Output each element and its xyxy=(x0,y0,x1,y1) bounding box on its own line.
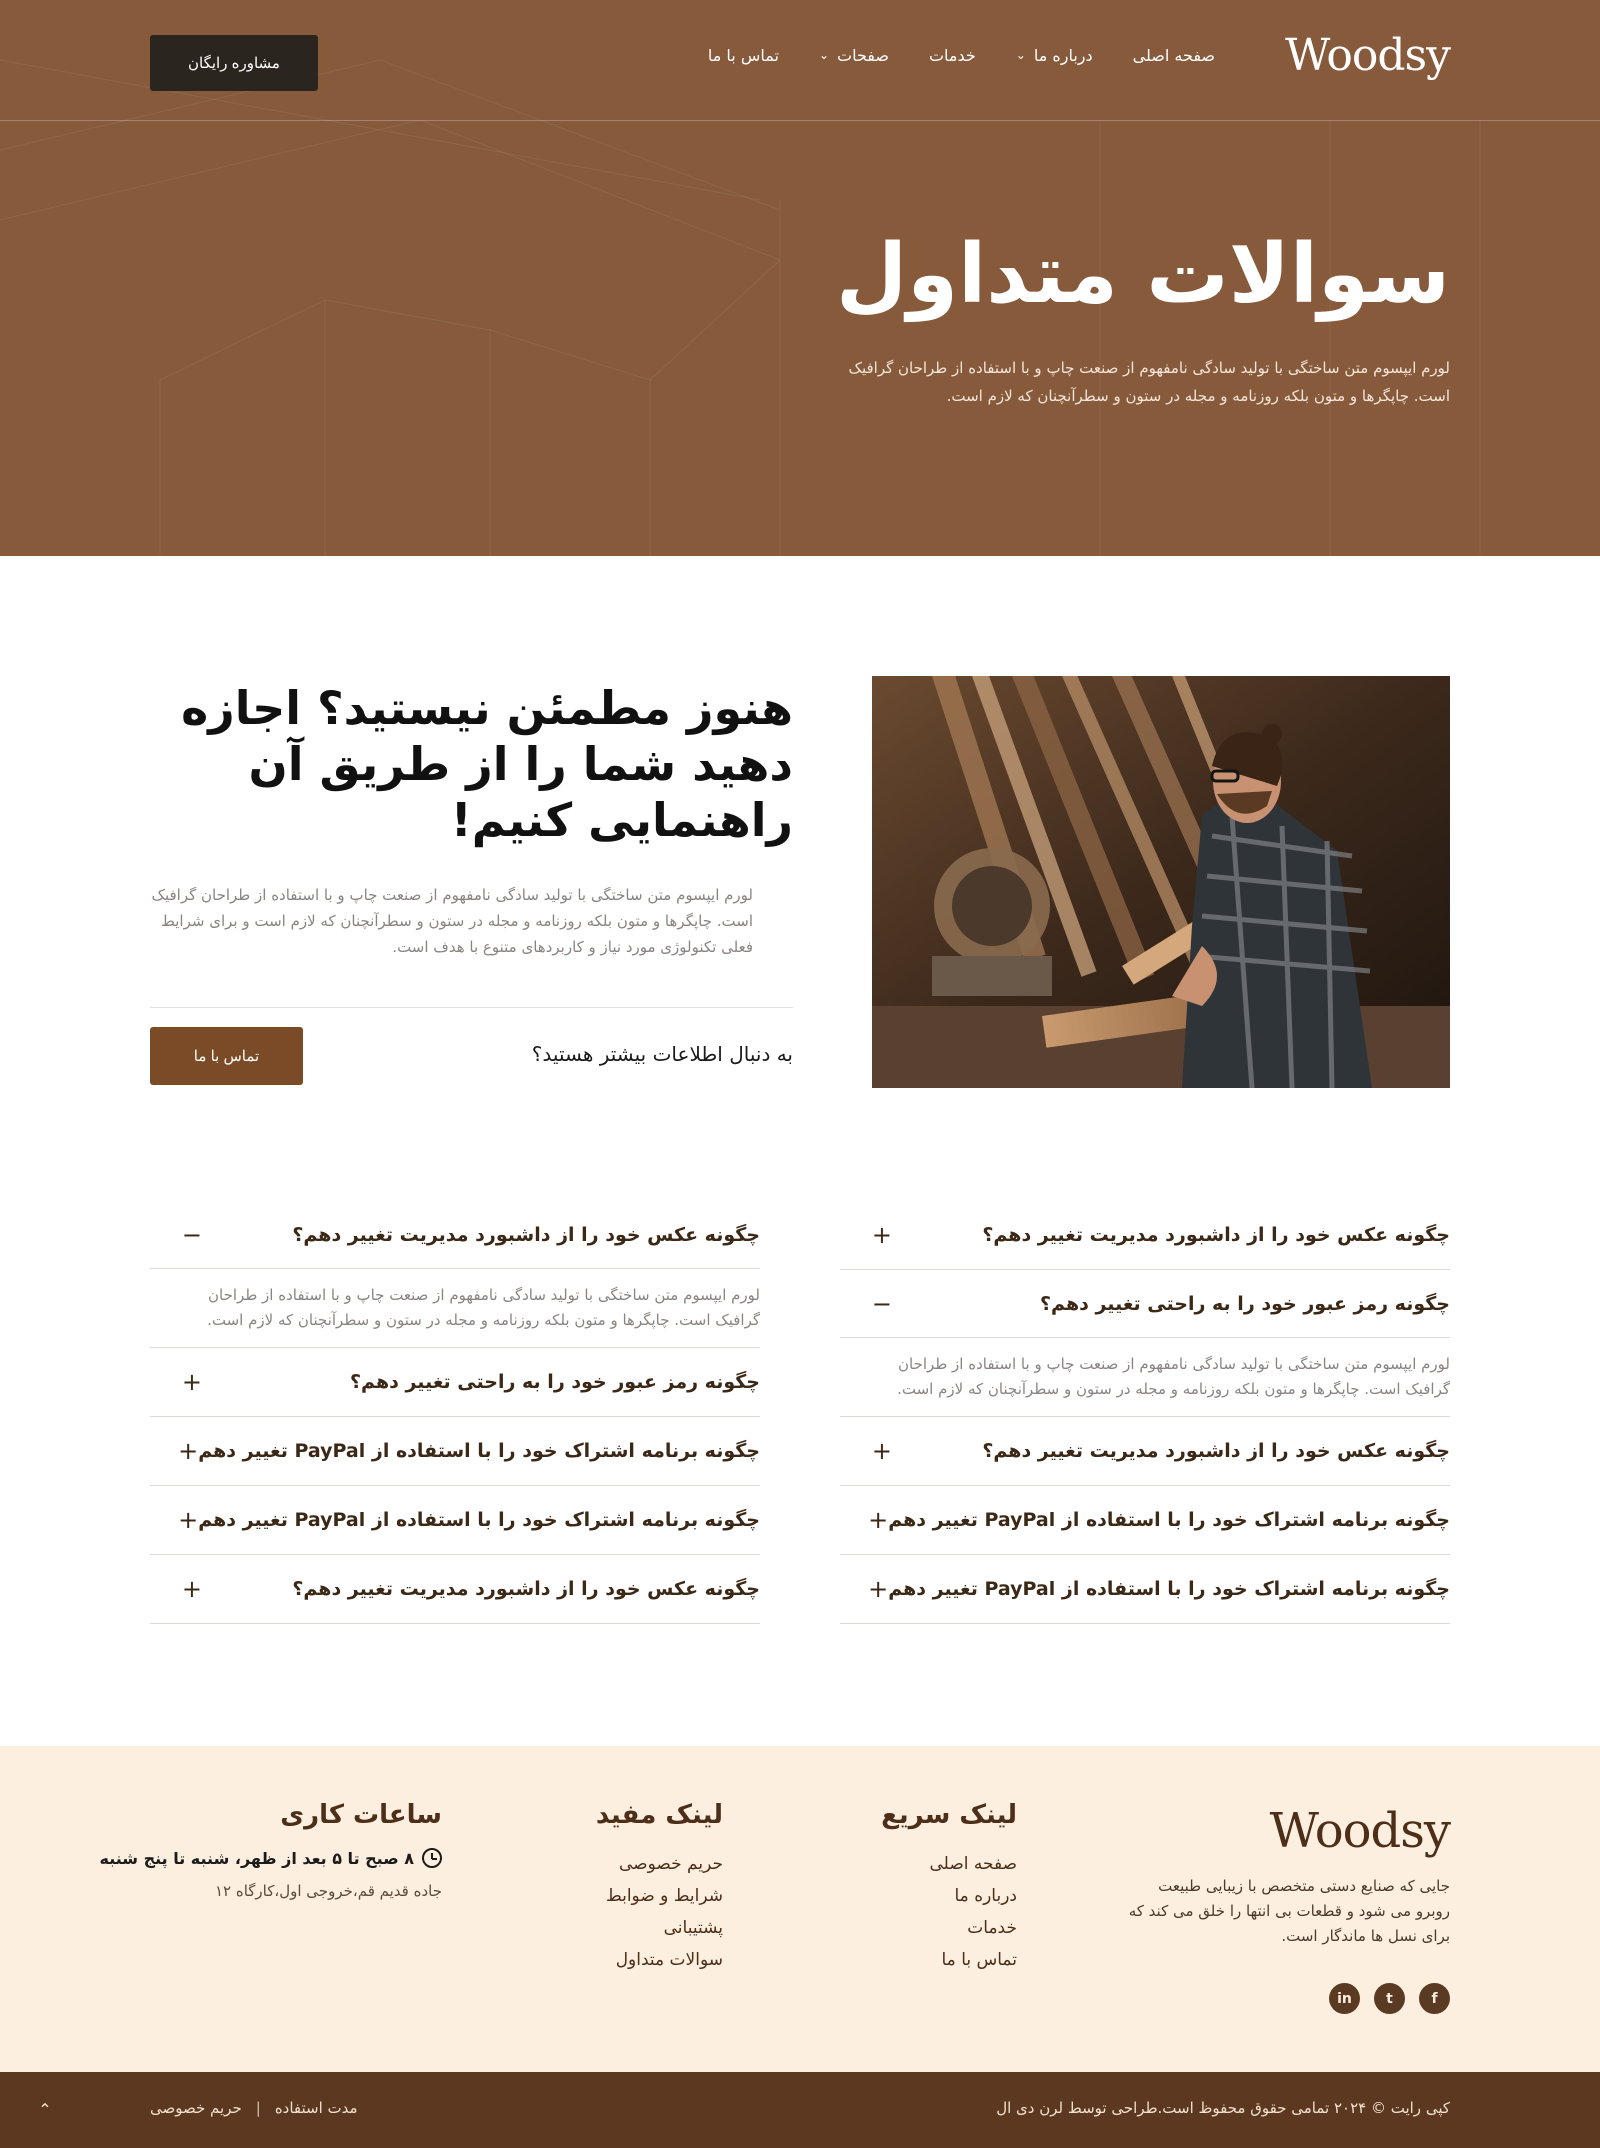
footer-link-faq[interactable]: سوالات متداول xyxy=(615,1950,723,1970)
minus-icon: − xyxy=(181,1220,202,1249)
plus-icon: + xyxy=(868,1575,889,1603)
intro-title: هنوز مطمئن نیستید؟ اجازه دهید شما را از طریق آن راهنمایی کنیم! xyxy=(181,681,793,847)
contact-us-button[interactable]: تماس با ما xyxy=(150,1027,303,1085)
nav-item-pages[interactable] xyxy=(819,46,889,65)
faq-question: چگونه برنامه اشتراک خود را با استفاده از PayPal تغییر دهم xyxy=(888,1509,1450,1531)
woodworker-image xyxy=(872,676,1450,1088)
faq-column-left xyxy=(150,1201,760,1624)
footer-link-privacy[interactable]: حریم خصوصی xyxy=(619,1854,723,1874)
faq-question: چگونه برنامه اشتراک خود را با استفاده از PayPal تغییر دهم xyxy=(888,1578,1450,1600)
logo-text: Woodsy xyxy=(1285,30,1450,81)
working-hours-title: ساعات کاری xyxy=(280,1800,442,1830)
faq-item xyxy=(150,1555,760,1624)
plus-icon: + xyxy=(178,1506,199,1534)
footer-description: جایی که صنایع دستی متخصص با زیبایی طبیعت روبرو می شود و قطعات بی انتها را خلق می کند که برای نسل ها ماندگار است. xyxy=(1128,1877,1450,1945)
site-logo[interactable] xyxy=(1280,26,1450,86)
nav-item-label: درباره ما xyxy=(1033,46,1093,65)
faq-item xyxy=(150,1201,760,1347)
footer-link-contact[interactable]: تماس با ما xyxy=(941,1950,1017,1970)
minus-icon: − xyxy=(871,1289,892,1318)
nav-item-label: صفحه اصلی xyxy=(1132,46,1215,65)
faq-question: چگونه عکس خود را از داشبورد مدیریت تغییر دهم؟ xyxy=(292,1578,760,1600)
faq-item xyxy=(840,1270,1450,1416)
legal-separator: | xyxy=(255,2099,261,2117)
logo-text: Woodsy xyxy=(1269,1803,1450,1859)
faq-question-toggle[interactable] xyxy=(150,1201,760,1269)
faq-question: چگونه عکس خود را از داشبورد مدیریت تغییر دهم؟ xyxy=(292,1223,760,1246)
faq-question-toggle[interactable] xyxy=(840,1270,1450,1338)
faq-item xyxy=(840,1486,1450,1555)
bottom-bar xyxy=(0,2072,1600,2148)
plus-icon: + xyxy=(871,1221,892,1249)
intro-text: لورم ایپسوم متن ساختگی با تولید سادگی نامفهوم از صنعت چاپ و با استفاده از طراحان گرافیک است. چاپگرها و متون بلکه روزنامه و مجله در ستون و سطرآنچنان که لازم است و برای شرایط فعلی تکنولوژی مورد نیاز و کاربردهای متنوع با هدف است. xyxy=(151,886,753,956)
facebook-icon[interactable]: f xyxy=(1419,1983,1450,2014)
plus-icon: + xyxy=(871,1437,892,1465)
address-text: جاده قدیم قم،خروجی اول،کارگاه ۱۲ xyxy=(214,1882,442,1900)
plus-icon: + xyxy=(178,1437,199,1465)
hero-section xyxy=(0,0,1600,556)
privacy-policy-link[interactable]: حریم خصوصی xyxy=(150,2099,242,2117)
more-info-question: به دنبال اطلاعات بیشتر هستید؟ xyxy=(531,1042,793,1066)
nav-item-services[interactable] xyxy=(929,46,976,65)
faq-question-toggle[interactable] xyxy=(150,1348,760,1416)
site-header xyxy=(0,0,1600,121)
faq-question-toggle[interactable] xyxy=(150,1486,760,1554)
faq-question-toggle[interactable] xyxy=(840,1201,1450,1269)
linkedin-icon[interactable]: in xyxy=(1329,1983,1360,2014)
faq-question: چگونه رمز عبور خود را به راحتی تغییر دهم؟ xyxy=(350,1371,760,1393)
footer-link-about[interactable]: درباره ما xyxy=(954,1886,1017,1906)
faq-question: چگونه عکس خود را از داشبورد مدیریت تغییر دهم؟ xyxy=(982,1224,1450,1246)
nav-item-label: صفحات xyxy=(837,46,889,65)
footer-link-home[interactable]: صفحه اصلی xyxy=(929,1854,1017,1874)
faq-item xyxy=(150,1417,760,1486)
faq-item xyxy=(150,1486,760,1555)
faq-item xyxy=(840,1201,1450,1270)
scroll-to-top-icon[interactable]: ⌃ xyxy=(38,2099,52,2119)
footer-link-support[interactable]: پشتیبانی xyxy=(663,1918,723,1938)
faq-question: چگونه برنامه اشتراک خود را با استفاده از PayPal تغییر دهم xyxy=(198,1440,760,1462)
faq-question: چگونه عکس خود را از داشبورد مدیریت تغییر دهم؟ xyxy=(982,1440,1450,1462)
woodworker-illustration xyxy=(872,676,1450,1088)
faq-answer: لورم ایپسوم متن ساختگی با تولید سادگی نامفهوم از صنعت چاپ و با استفاده از طراحان گرافیک است. چاپگرها و متون بلکه روزنامه و مجله در ستون و سطرآنچنان که لازم است. xyxy=(897,1355,1450,1398)
clock-icon xyxy=(422,1848,442,1868)
footer-link-terms[interactable]: شرایط و ضوابط xyxy=(605,1886,723,1906)
nav-item-about[interactable] xyxy=(1016,46,1093,65)
faq-question: چگونه رمز عبور خود را به راحتی تغییر دهم؟ xyxy=(1040,1292,1450,1315)
faq-question-toggle[interactable] xyxy=(150,1555,760,1623)
nav-item-home[interactable] xyxy=(1133,46,1215,65)
nav-item-label: خدمات xyxy=(928,46,976,65)
faq-question-toggle[interactable] xyxy=(840,1417,1450,1485)
page-title: سوالات متداول xyxy=(836,227,1450,322)
quick-links xyxy=(881,1800,1017,1976)
faq-question: چگونه برنامه اشتراک خود را با استفاده از PayPal تغییر دهم xyxy=(198,1509,760,1531)
footer-logo[interactable] xyxy=(1260,1796,1450,1866)
quick-links-title: لینک سریع xyxy=(881,1800,1017,1830)
faq-question-toggle[interactable] xyxy=(840,1555,1450,1623)
faq-question-toggle[interactable] xyxy=(840,1486,1450,1554)
site-footer xyxy=(0,1746,1600,2072)
twitter-icon[interactable]: t xyxy=(1374,1983,1405,2014)
faq-answer: لورم ایپسوم متن ساختگی با تولید سادگی نامفهوم از صنعت چاپ و با استفاده از طراحان گرافیک است. چاپگرها و متون بلکه روزنامه و مجله در ستون و سطرآنچنان که لازم است. xyxy=(207,1286,760,1329)
legal-links xyxy=(150,2099,358,2117)
faq-item xyxy=(840,1555,1450,1624)
chevron-down-icon: ⌄ xyxy=(1015,47,1026,62)
nav-item-label: تماس با ما xyxy=(707,46,779,65)
faq-item xyxy=(150,1347,760,1417)
faq-column-right xyxy=(840,1201,1450,1624)
chevron-down-icon: ⌄ xyxy=(818,47,830,62)
terms-of-use-link[interactable]: مدت استفاده xyxy=(274,2099,358,2117)
hero-description: لورم ایپسوم متن ساختگی با تولید سادگی نامفهوم از صنعت چاپ و با استفاده از طراحان گرافیک است. چاپگرها و متون بلکه روزنامه و مجله در ستون و سطرآنچنان که لازم است. xyxy=(848,359,1450,405)
plus-icon: + xyxy=(181,1368,202,1396)
free-consultation-button[interactable]: مشاوره رایگان xyxy=(150,35,318,91)
plus-icon: + xyxy=(181,1575,202,1603)
nav-item-contact[interactable] xyxy=(708,46,779,65)
plus-icon: + xyxy=(868,1506,889,1534)
faq-item xyxy=(840,1416,1450,1486)
hours-text: ۸ صبح تا ۵ بعد از ظهر، شنبه تا پنج شنبه xyxy=(99,1848,414,1868)
social-links xyxy=(1329,1983,1450,2014)
hours-line xyxy=(100,1848,443,1868)
footer-link-services[interactable]: خدمات xyxy=(967,1918,1017,1938)
useful-links-title: لینک مفید xyxy=(595,1800,723,1830)
working-hours xyxy=(100,1800,443,1900)
faq-question-toggle[interactable] xyxy=(150,1417,760,1485)
copyright-text: کپی رایت © ۲۰۲۴ تمامی حقوق محفوظ است.طراحی توسط لرن دی ال xyxy=(996,2099,1450,2117)
main-nav xyxy=(668,46,1215,65)
divider xyxy=(150,1007,793,1008)
useful-links xyxy=(596,1800,723,1976)
